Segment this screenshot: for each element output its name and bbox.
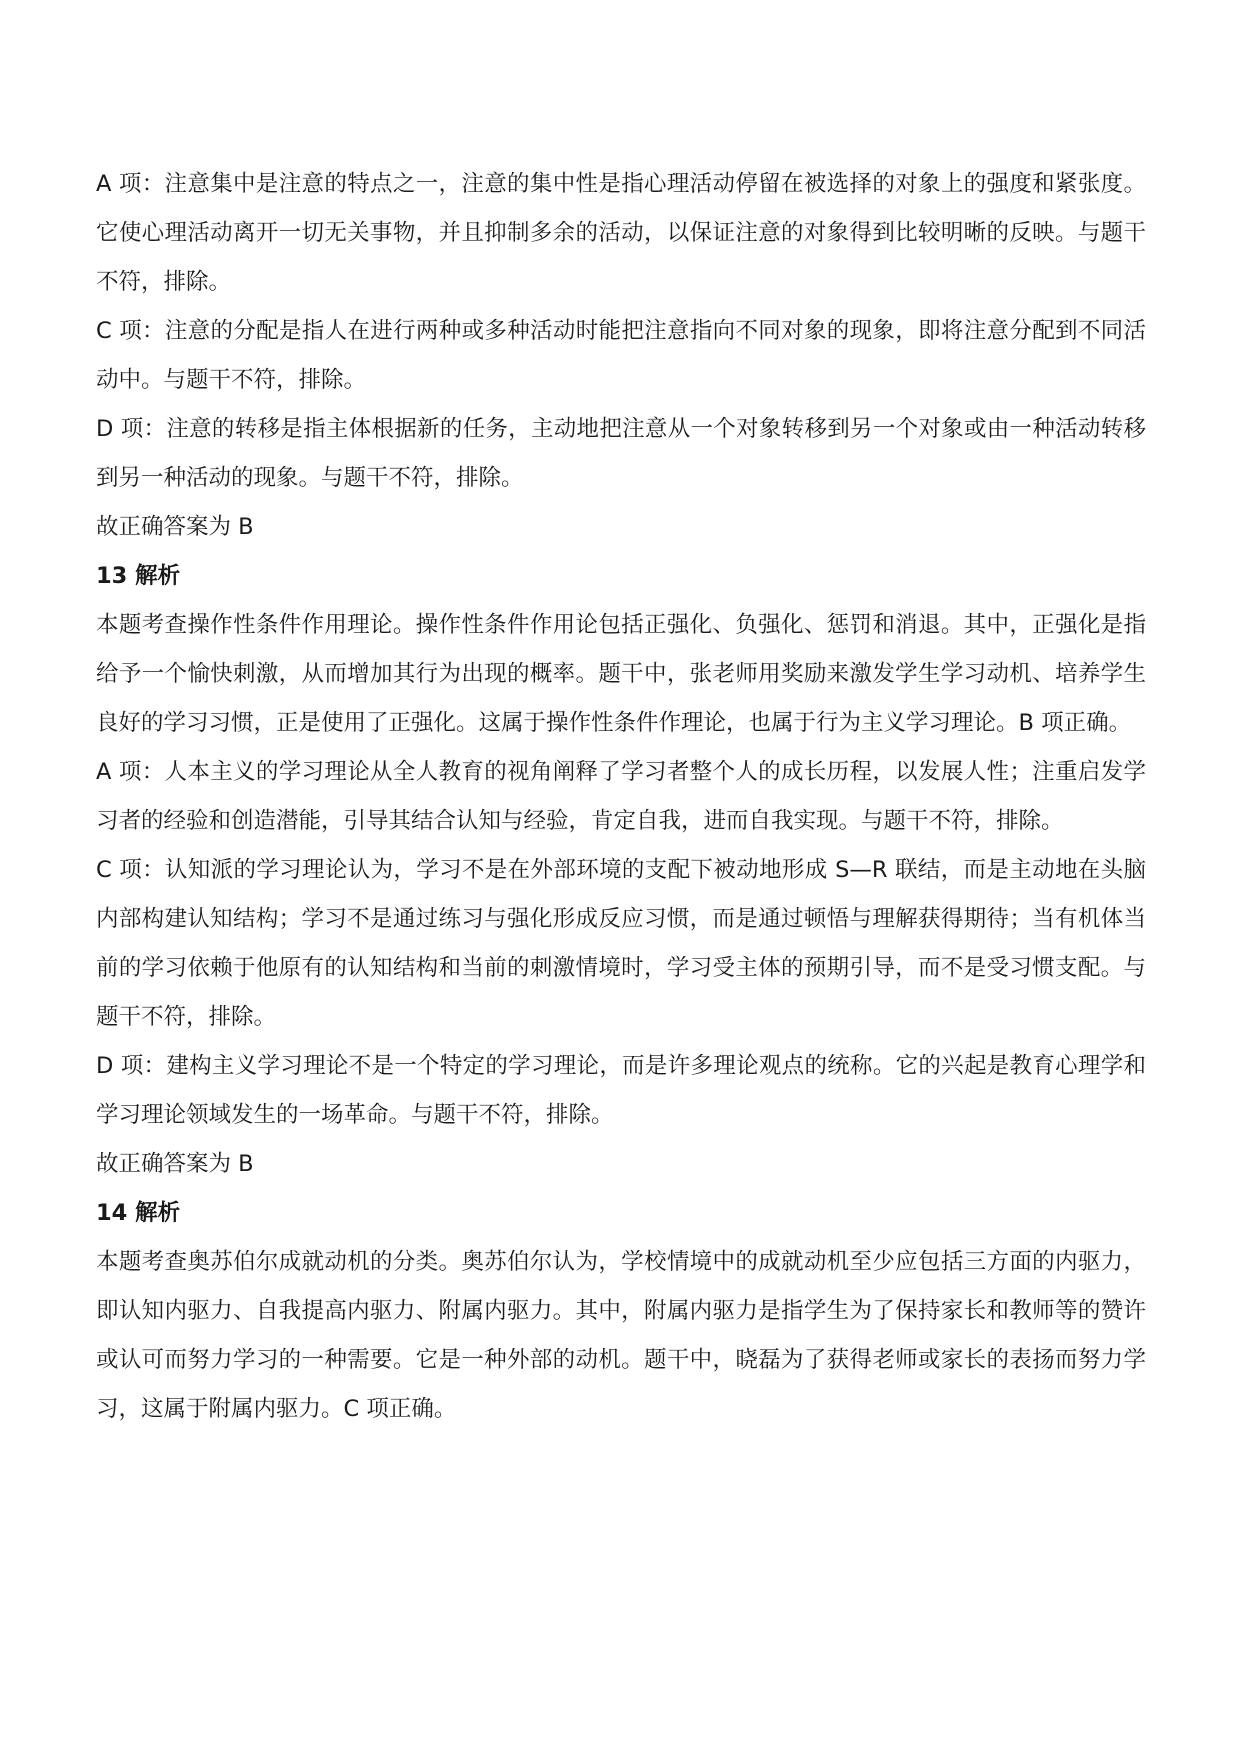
paragraph-q14-main: 本题考查奥苏伯尔成就动机的分类。奥苏伯尔认为，学校情境中的成就动机至少应包括三方面的内驱力，即认知内驱力、自我提高内驱力、附属内驱力。其中，附属内驱力是指学生为了保持家长和教师等的赞许或认可而努力学习的一种需要。它是一种外部的动机。题干中，晓磊为了获得老师或家长的表扬而努力学习，这属于附属内驱力。C 项正确。 xyxy=(96,1249,1146,1422)
paragraph-q13-main: 本题考查操作性条件作用理论。操作性条件作用论包括正强化、负强化、惩罚和消退。其中，正强化是指给予一个愉快刺激，从而增加其行为出现的概率。题干中，张老师用奖励来激发学生学习动机、培养学生良好的学习习惯，正是使用了正强化。这属于操作性条件作理论，也属于行为主义学习理论。B 项正确。 xyxy=(96,612,1146,736)
paragraph-option-d-attention-shift: D 项：注意的转移是指主体根据新的任务，主动地把注意从一个对象转移到另一个对象或由一种活动转移到另一种活动的现象。与题干不符，排除。 xyxy=(96,416,1146,491)
answer-line-q13: 故正确答案为 B xyxy=(96,1151,254,1177)
paragraph-option-c-attention-distribution: C 项：注意的分配是指人在进行两种或多种活动时能把注意指向不同对象的现象，即将注意分配到不同活动中。与题干不符，排除。 xyxy=(96,318,1146,393)
answer-line-q12: 故正确答案为 B xyxy=(96,514,254,540)
heading-q13-analysis: 13 解析 xyxy=(96,563,181,589)
paragraph-q13-option-d: D 项：建构主义学习理论不是一个特定的学习理论，而是许多理论观点的统称。它的兴起是教育心理学和学习理论领域发生的一场革命。与题干不符，排除。 xyxy=(96,1053,1146,1128)
paragraph-q13-option-c: C 项：认知派的学习理论认为，学习不是在外部环境的支配下被动地形成 S—R 联结，而是主动地在头脑内部构建认知结构；学习不是通过练习与强化形成反应习惯，而是通过顿悟与理解获得期待；当有机体当前的学习依赖于他原有的认知结构和当前的刺激情境时，学习受主体的预期引导，而不是受习惯支配。与题干不符，排除。 xyxy=(96,857,1146,1030)
document-page xyxy=(96,160,1146,1434)
heading-q14-analysis: 14 解析 xyxy=(96,1200,181,1226)
paragraph-q13-option-a: A 项：人本主义的学习理论从全人教育的视角阐释了学习者整个人的成长历程，以发展人性；注重启发学习者的经验和创造潜能，引导其结合认知与经验，肯定自我，进而自我实现。与题干不符，排除。 xyxy=(96,759,1146,834)
paragraph-option-a-attention-focus: A 项：注意集中是注意的特点之一，注意的集中性是指心理活动停留在被选择的对象上的强度和紧张度。它使心理活动离开一切无关事物，并且抑制多余的活动，以保证注意的对象得到比较明晰的反映。与题干不符，排除。 xyxy=(96,171,1146,295)
